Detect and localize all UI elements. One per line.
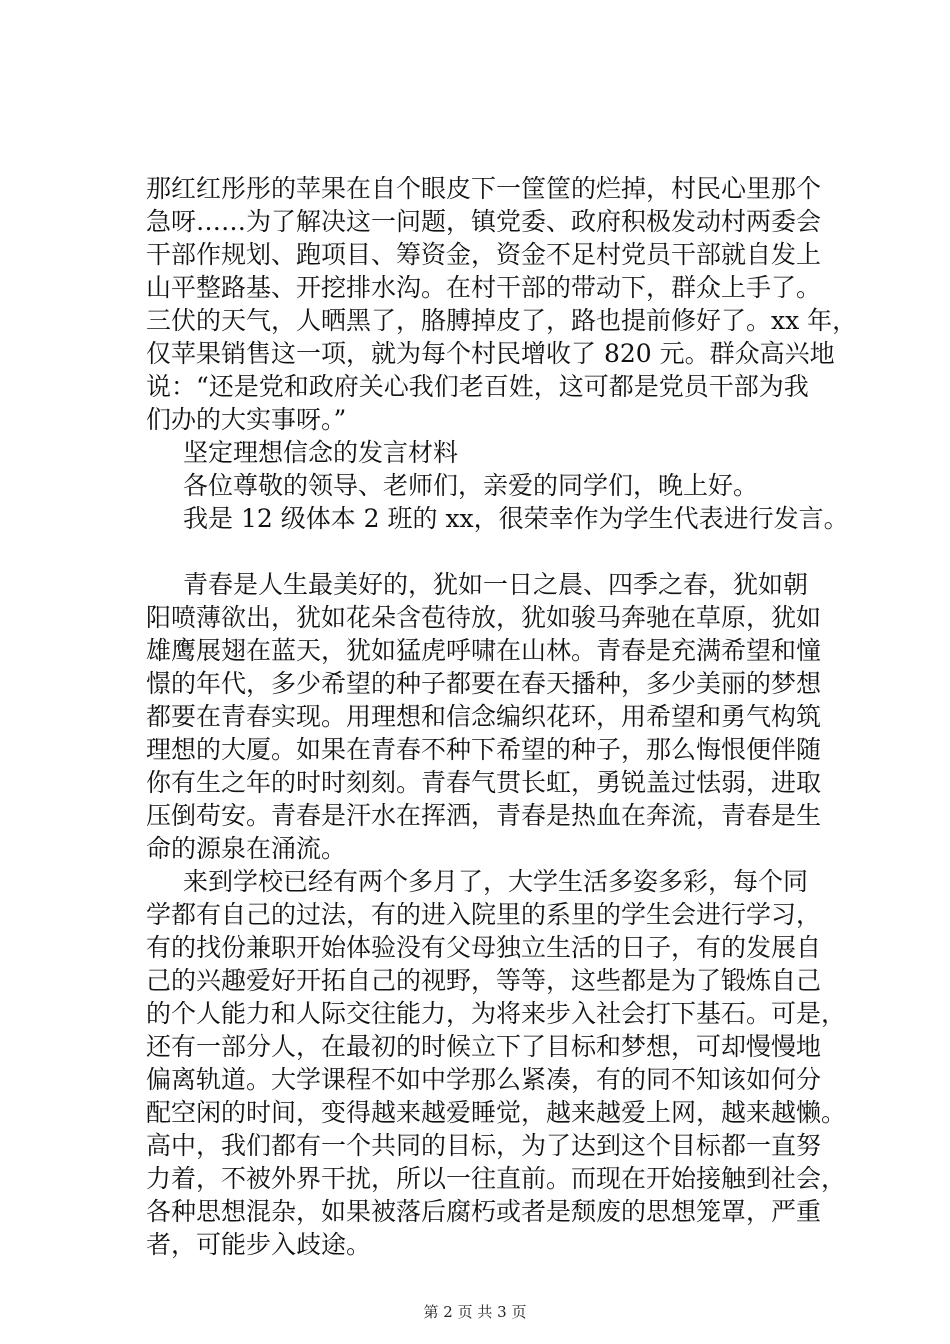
text-line: 的个人能力和人际交往能力，为将来步入社会打下基石。可是， [146,999,847,1028]
blank-line [146,535,816,568]
paragraph-apple-harvest [146,172,858,436]
text-line: 还有一部分人，在最初的时候立下了目标和梦想，可却慢慢地 [146,1032,822,1061]
text-line: 有的找份兼职开始体验没有父母独立生活的日子，有的发展自 [146,933,822,962]
text-line: 仅苹果销售这一项，就为每个村民增收了 820 元。群众高兴地 [146,339,835,368]
text-line: 三伏的天气，人晒黑了，胳膊掉皮了，路也提前修好了。xx 年， [146,306,858,335]
text-line: 山平整路基、开挖排水沟。在村干部的带动下，群众上手了。 [146,273,822,302]
text-line: 配空闲的时间，变得越来越爱睡觉，越来越爱上网，越来越懒。 [146,1098,847,1127]
text-line: 己的兴趣爱好开拓自己的视野，等等，这些都是为了锻炼自己 [146,966,822,995]
text-line: 你有生之年的时时刻刻。青春气贯长虹，勇锐盖过怯弱，进取 [146,768,822,797]
text-line: 偏离轨道。大学课程不如中学那么紧凑，有的同不知该如何分 [146,1065,822,1094]
text-line: 力着，不被外界干扰，所以一往直前。而现在开始接触到社会， [146,1164,847,1193]
text-line: 压倒苟安。青春是汗水在挥洒，青春是热血在奔流，青春是生 [146,801,822,830]
text-line: 青春是人生最美好的，犹如一日之晨、四季之春，犹如朝 [183,570,809,599]
text-line: 学都有自己的过法，有的进入院里的系里的学生会进行学习， [146,900,822,929]
text-line: 干部作规划、跑项目、筹资金，资金不足村党员干部就自发上 [146,240,822,269]
text-line: 憬的年代，多少希望的种子都要在春天播种，多少美丽的梦想 [146,669,822,698]
document-body [146,172,858,1261]
text-line: 理想的大厦。如果在青春不种下希望的种子，那么悔恨便伴随 [146,735,822,764]
text-line: 都要在青春实现。用理想和信念编织花环，用希望和勇气构筑 [146,702,822,731]
text-line: 阳喷薄欲出，犹如花朵含苞待放，犹如骏马奔驰在草原，犹如 [146,603,822,632]
text-line: 来到学校已经有两个多月了，大学生活多姿多彩，每个同 [183,867,809,896]
paragraph-youth [146,568,822,865]
text-line: 各种思想混杂，如果被落后腐朽或者是颓废的思想笼罩，严重 [146,1197,822,1226]
text-line: 们办的大实事呀。” [146,405,347,434]
greeting-line: 各位尊敬的领导、老师们，亲爱的同学们，晚上好。 [183,471,759,500]
text-line: 者，可能步入歧途。 [146,1230,372,1259]
text-line: 说：“还是党和政府关心我们老百姓，这可都是党员干部为我 [146,372,809,401]
page-number-footer: 第 2 页 共 3 页 [423,1303,527,1321]
intro-line: 我是 12 级体本 2 班的 xx，很荣幸作为学生代表进行发言。 [183,504,849,533]
text-line: 高中，我们都有一个共同的目标，为了达到这个目标都一直努 [146,1131,822,1160]
text-line: 急呀……为了解决这一问题，镇党委、政府积极发动村两委会 [146,207,822,236]
text-line: 雄鹰展翅在蓝天，犹如猛虎呼啸在山林。青春是充满希望和憧 [146,636,822,665]
paragraph-university-life [146,865,847,1261]
speech-title: 坚定理想信念的发言材料 [183,438,459,467]
text-line: 命的源泉在涌流。 [146,834,347,863]
text-line: 那红红彤彤的苹果在自个眼皮下一筐筐的烂掉，村民心里那个 [146,174,822,203]
